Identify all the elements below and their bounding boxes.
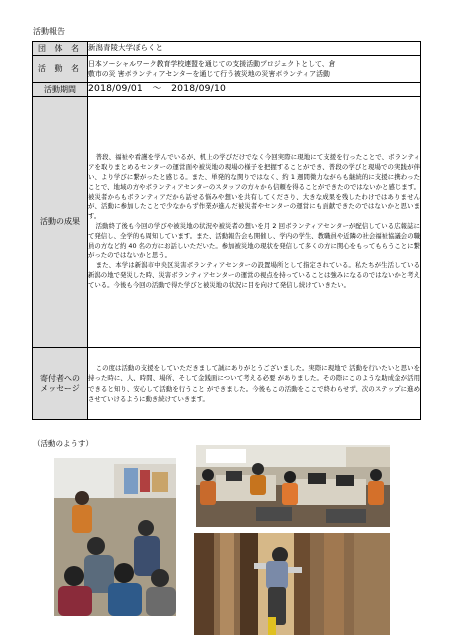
page-heading: 活動報告 — [33, 27, 65, 36]
activity-value — [88, 56, 421, 83]
activity-label: 活 動 名 — [33, 56, 88, 83]
message-paragraph: この度は活動の支援をしていただきまして誠にありがとうございました。実際に現地で 活動を行いたいと思いを持った時に、人、時間、場所、そして金銭面について考える必要 がありました。その際にこのような助成金が活用できると知り、安心して活動を行うこと ができました。今後もこの活動をここで終わらせず、次のステップに進めさせていけるように動き続けていきます。 — [88, 364, 420, 403]
org-value: 新潟青陵大学ぼらくと — [88, 42, 421, 56]
results-paragraph-1: 普段、福祉や看護を学んでいるが、机上の学びだけでなく今回実際に現地にて支援を行ったことで、ボランティアを取りまとめるセンターの運営面や被災地の現場の様子を把握することができ、普段の学びと現場での実践が伴い、より学びに繋がったと感じる。また、単発的な関りではなく、約 1 週間微力ながらも継続的に支援に携わったことで、地域の方やボランティアセンターのスタッフの方々から信頼を得ることができたのではないかと感じます。被災者からもボランティアだから話せる悩みや想いを共有してくださり、大きな成果を残したわけではありませんが、活動に参加したことで少なからず作業が進んだ被災者やセンターの運営にも貢献できたのではないかと思います。 — [88, 153, 420, 221]
results-paragraph-3: また、本学は新潟市中央区災害ボランティアセンターの設置場所として指定されている。私たちが生活している新潟の地で発災した時、災害ボランティアセンターの運営の視点を持っていることは強みになるのではないかと考えている。今後も今回の活動で得た学びと被災地の状況に目を向けて発信し続けていきたい。 — [88, 261, 420, 289]
period-row — [33, 83, 421, 97]
photo-volunteers-outdoor — [54, 458, 176, 616]
report-table — [32, 41, 421, 420]
activity-value-line1: 日本ソーシャルワーク教育学校連盟を通じての支援活動プロジェクトとして、倉 — [88, 60, 336, 68]
results-value — [88, 97, 421, 348]
message-label-line2: メッセージ — [40, 383, 80, 393]
message-label-line1: 寄付者への — [40, 373, 80, 383]
results-row — [33, 97, 421, 348]
message-label — [33, 348, 88, 420]
org-row — [33, 42, 421, 56]
results-label: 活動の成果 — [33, 97, 88, 348]
org-label: 団 体 名 — [33, 42, 88, 56]
results-paragraph-2: 活動終了後も今回の学びや被災地の状況や被災者の想いを月 2 回ボランティアセンターが配信している広報誌にて発信し、全学的も周知しています。また、活動報告会も開催し、学内の学生、教職員や近隣の社会福祉協議会の職員の方など約 40 名の方にお話しいただいた。参加被災地の現状を発信して多くの方に関心をもってもらうことに繋がったのではないかと思う。 — [88, 222, 420, 260]
activity-row — [33, 56, 421, 83]
message-row — [33, 348, 421, 420]
period-value: 2018/09/01 ～ 2018/09/10 — [88, 83, 421, 97]
photo-volunteer-center-office — [196, 445, 390, 527]
period-label: 活動期間 — [33, 83, 88, 97]
photos-caption: （活動のようす） — [33, 439, 93, 448]
activity-value-line2: 敷市の災 害ボランティアセンターを通じて行う被災地の災害ボランティア活動 — [88, 70, 330, 78]
photo-house-cleanup — [194, 533, 390, 635]
message-value — [88, 348, 421, 420]
